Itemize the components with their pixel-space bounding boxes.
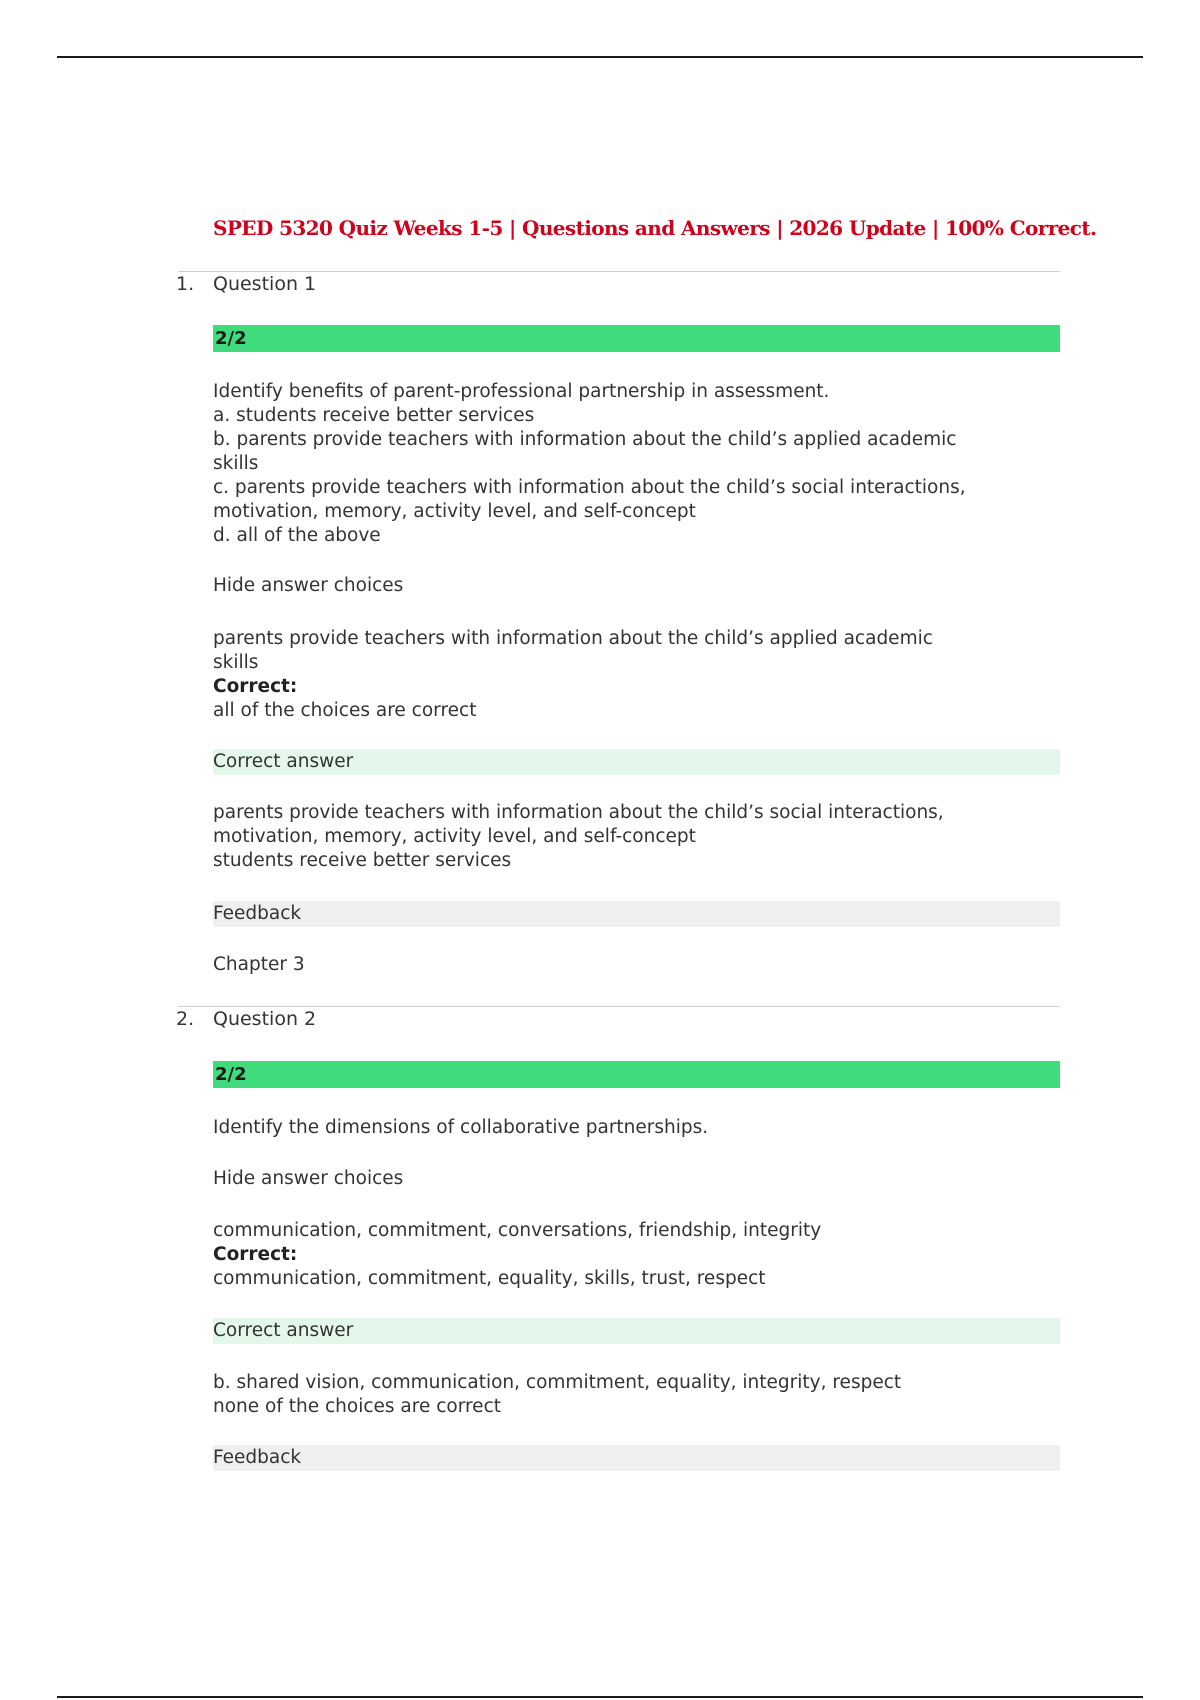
choice-d: d. all of the above [213,525,381,546]
question-divider [178,271,1060,272]
correct-answer-bar: Correct answer [213,1318,1060,1344]
correct-label: Correct: [213,1244,298,1265]
choice-b: b. parents provide teachers with information about the child’s applied academic [213,429,957,450]
correct-answer-bar: Correct answer [213,749,1060,775]
other-answer-choices [213,801,1060,873]
feedback-bar: Feedback [213,901,1060,927]
hide-answer-choices-link[interactable]: Hide answer choices [213,1168,404,1189]
other-answer-choices [213,1371,1060,1419]
selected-answer [213,627,1060,723]
question-divider [178,1006,1060,1007]
selected-answer [213,1219,1060,1291]
choice-c-cont: motivation, memory, activity level, and self-concept [213,501,696,522]
choice-a: a. students receive better services [213,405,535,426]
score-bar: 2/2 [213,325,1060,352]
prompt-line: Identify benefits of parent-professional partnership in assessment. [213,381,830,402]
choice-c: c. parents provide teachers with information about the child’s social interactions, [213,477,966,498]
feedback-text: Chapter 3 [213,954,305,975]
page-bottom-rule [57,1696,1143,1698]
choice-b-cont: skills [213,453,259,474]
question-title: Question 1 [213,273,317,295]
correct-label: Correct: [213,676,298,697]
selected-answer-line: communication, commitment, conversations, friendship, integrity [213,1220,822,1241]
question-number: 2. [176,1008,195,1030]
correct-value: all of the choices are correct [213,700,477,721]
question-prompt [213,380,1060,548]
page-top-rule [57,56,1143,58]
question-number: 1. [176,273,195,295]
answer-choice-line: parents provide teachers with information about the child’s social interactions, [213,802,944,823]
correct-value: communication, commitment, equality, skills, trust, respect [213,1268,766,1289]
selected-answer-line: skills [213,652,259,673]
hide-answer-choices-link[interactable]: Hide answer choices [213,575,404,596]
feedback-bar: Feedback [213,1445,1060,1471]
answer-choice-line: b. shared vision, communication, commitment, equality, integrity, respect [213,1372,902,1393]
score-bar: 2/2 [213,1061,1060,1088]
question-title: Question 2 [213,1008,317,1030]
question-prompt [213,1116,1060,1140]
document-title: SPED 5320 Quiz Weeks 1-5 | Questions and Answers | 2026 Update | 100% Correct. [213,216,1097,240]
answer-choice-line: none of the choices are correct [213,1396,501,1417]
prompt-line: Identify the dimensions of collaborative partnerships. [213,1117,709,1138]
selected-answer-line: parents provide teachers with information about the child’s applied academic [213,628,933,649]
answer-choice-line: motivation, memory, activity level, and self-concept [213,826,696,847]
answer-choice-line: students receive better services [213,850,512,871]
